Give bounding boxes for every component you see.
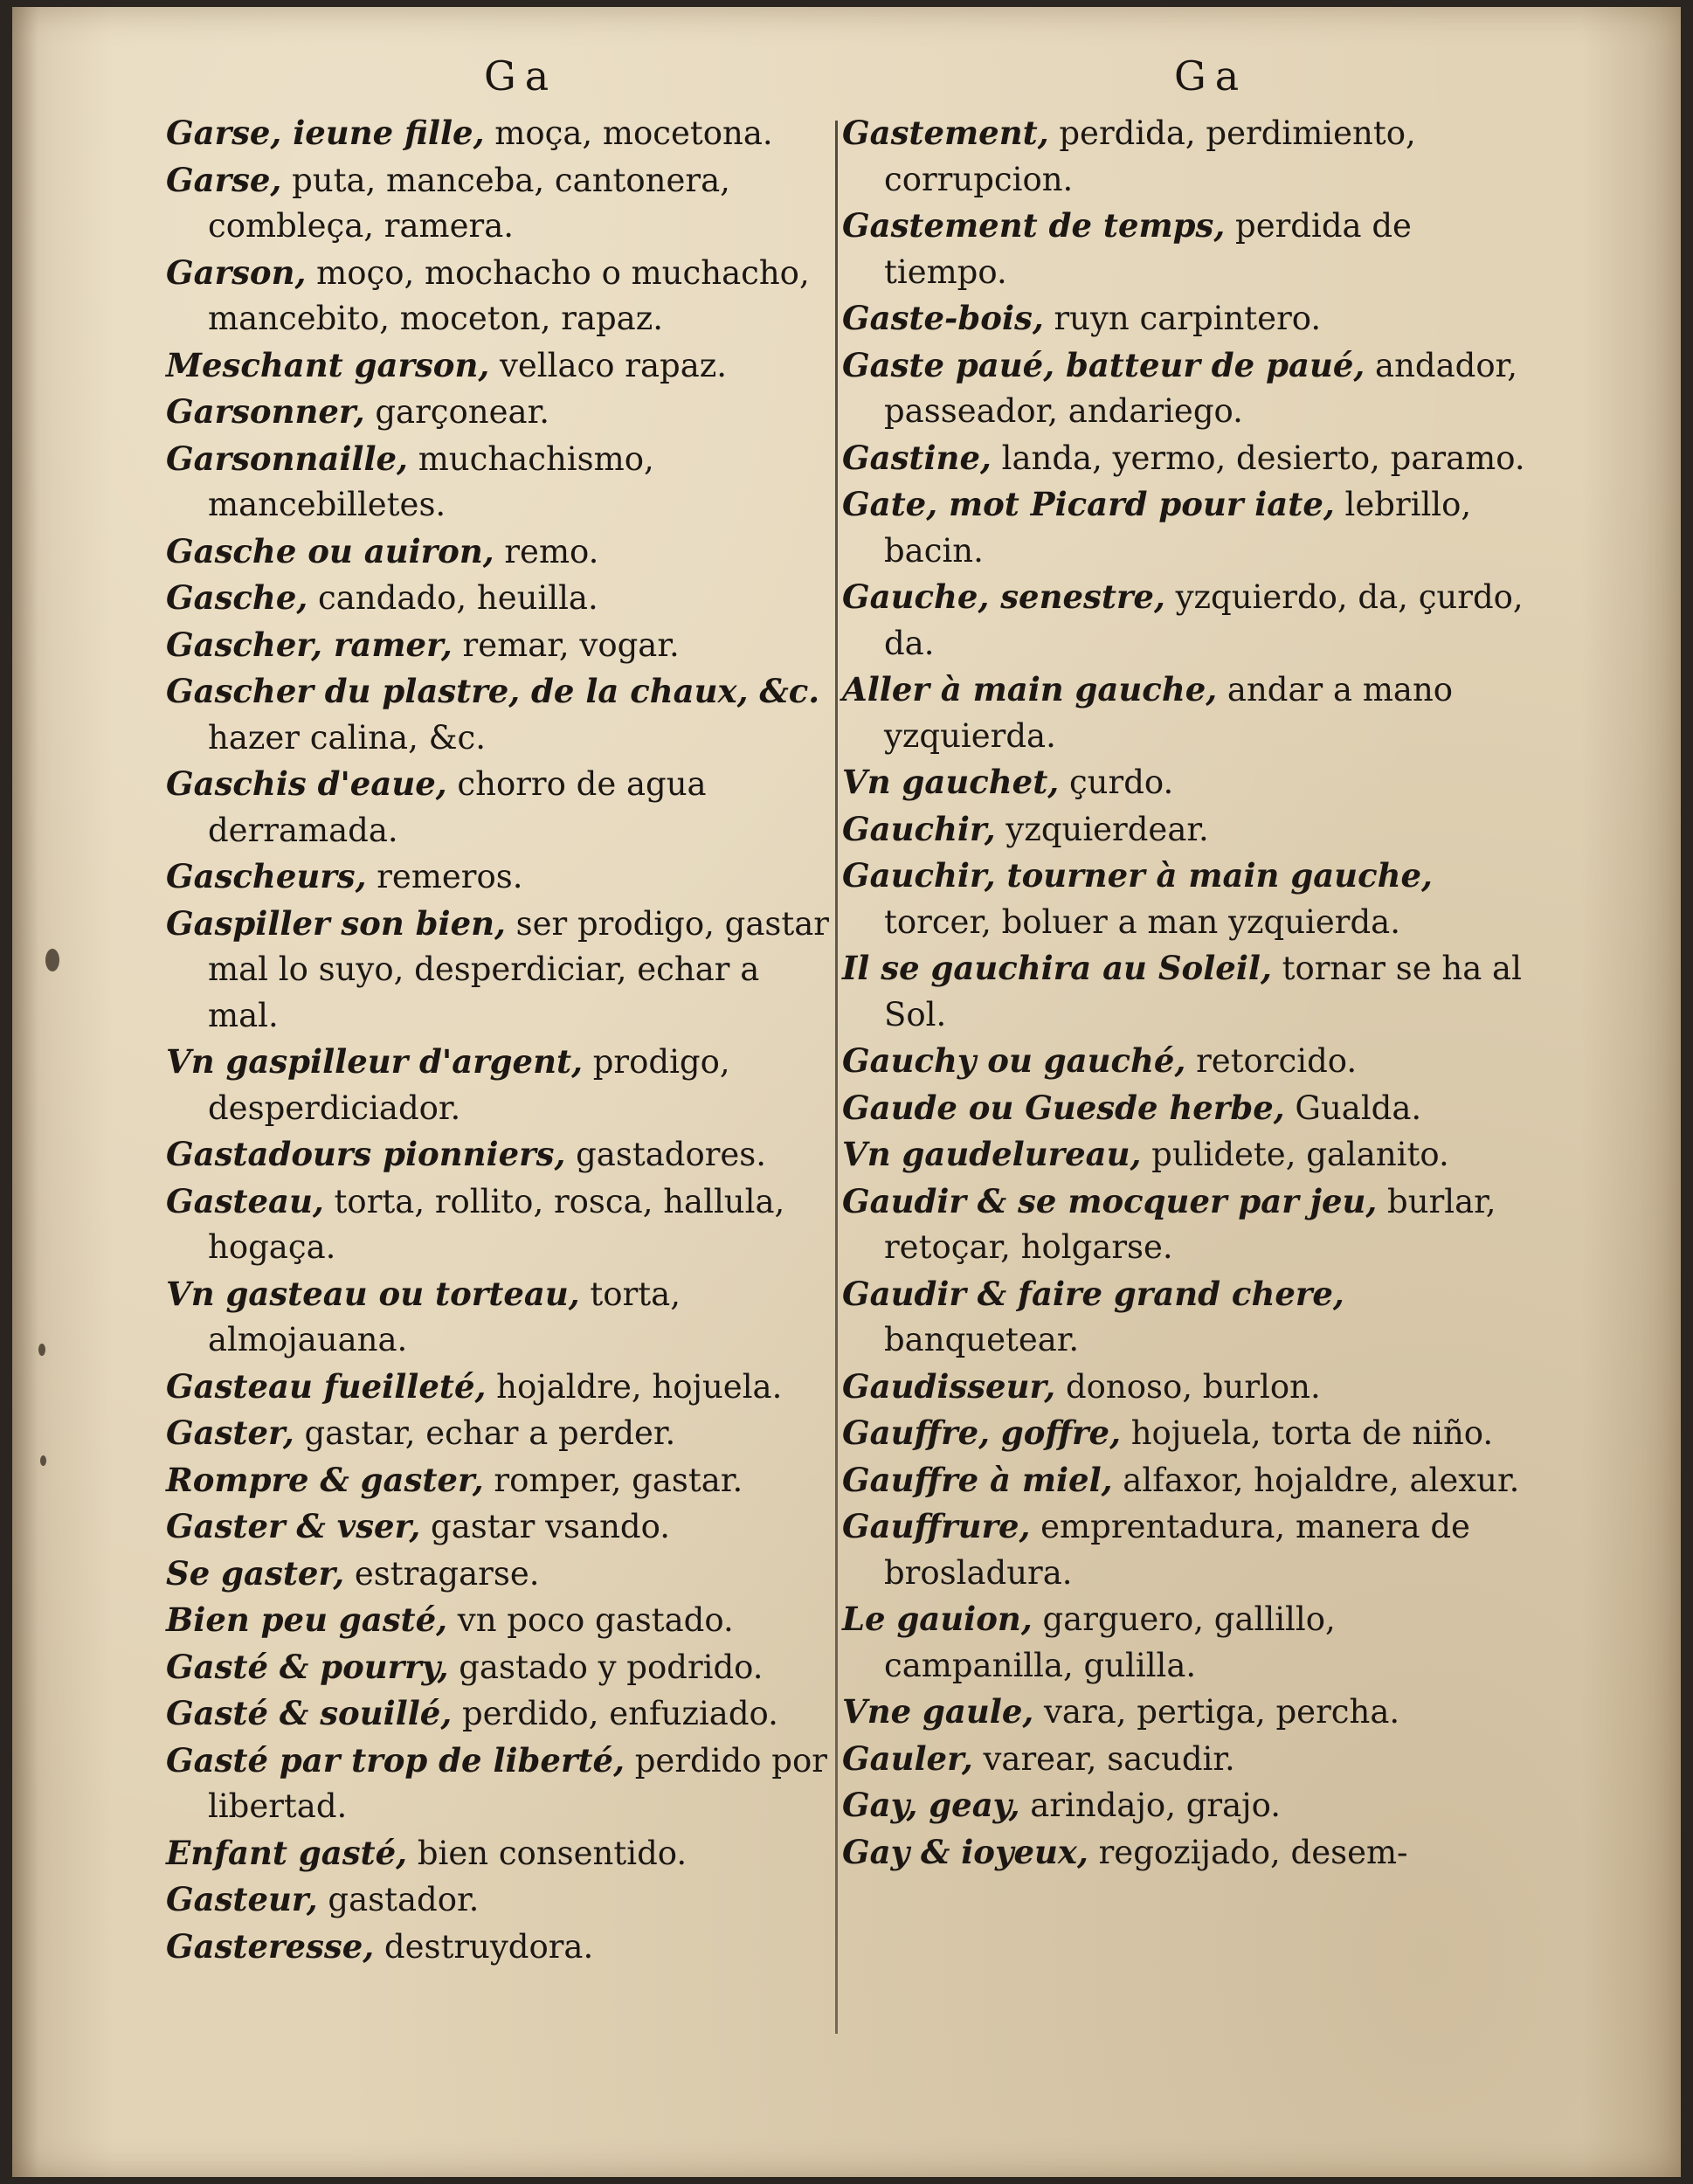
entry-translation: burlar, retoçar, holgarse. [884,1182,1496,1266]
running-header-left: Ga [484,52,558,100]
dictionary-entry [842,481,1532,574]
entry-translation: lebrillo, bacin. [884,486,1472,570]
page-edge-shadow [12,7,38,2177]
entry-translation: gastar, echar a perder. [294,1414,676,1452]
entry-headword: Bien peu gasté, [166,1600,448,1639]
entry-headword: Garse, [166,160,282,199]
entry-headword: Gauffre à miel, [842,1460,1113,1499]
entry-translation: hojuela, torta de niño. [1120,1414,1494,1452]
entry-translation: remo. [494,532,599,570]
dictionary-entry [842,1782,1532,1829]
entry-translation: bien consentido. [407,1834,688,1872]
entry-translation: Gualda. [1284,1089,1422,1127]
dictionary-entry [842,1038,1532,1085]
entry-translation: garçonear. [364,393,549,431]
dictionary-entry [166,622,833,669]
entry-headword: Gaudir & faire grand chere, [842,1274,1344,1313]
entry-translation: perdido por libertad. [208,1741,827,1825]
entry-translation: puta, manceba, cantonera, combleça, ramera. [208,161,730,245]
ink-blot [40,1455,46,1466]
entry-translation: gastado y podrido. [448,1648,764,1686]
entry-headword: Gaspiller son bien, [166,903,506,943]
entry-headword: Gasté par trop de liberté, [166,1740,625,1780]
entry-headword: Gaude ou Guesde herbe, [842,1088,1285,1127]
entry-headword: Rompre & gaster, [166,1460,484,1499]
dictionary-entry [166,575,833,622]
entry-headword: Gasteur, [166,1880,318,1918]
ink-blot [38,1344,45,1356]
entry-translation: pulidete, galanito. [1141,1136,1449,1173]
entry-headword: Garsonnaille, [166,439,408,478]
entry-translation: vn poco gastado. [447,1601,734,1639]
dictionary-entry [842,667,1532,759]
entry-headword: Vn gasteau ou torteau, [166,1274,580,1313]
running-header-right: Ga [1174,52,1248,100]
entry-headword: Gasté & pourry, [166,1647,449,1686]
entry-translation: perdida, perdimiento, corrupcion. [884,114,1416,198]
entry-headword: Vn gaspilleur d'argent, [166,1042,583,1081]
dictionary-entry [842,1736,1532,1783]
entry-translation: regozijado, desem- [1088,1833,1408,1871]
entry-headword: Vn gaudelureau, [842,1135,1142,1173]
entry-translation: ruyn carpintero. [1043,300,1322,337]
entry-headword: Gay & ioyeux, [842,1832,1088,1871]
entry-headword: Gaudisseur, [842,1366,1056,1406]
entry-translation: hojaldre, hojuela. [486,1367,783,1406]
entry-translation: yzquierdear. [995,810,1209,848]
entry-translation: gastadores. [565,1136,767,1173]
entry-headword: Gasche, [166,578,308,617]
entry-translation: perdido, enfuziado. [452,1695,778,1732]
dictionary-entry [166,901,833,1040]
entry-translation: remeros. [366,858,523,895]
entry-headword: Gaschis d'eaue, [166,764,447,803]
entry-headword: Garse, ieune fille, [166,114,485,152]
entry-headword: Meschant garson, [166,345,490,384]
entry-translation: landa, yermo, desierto, paramo. [991,439,1525,477]
entry-headword: Gaster, [166,1413,294,1452]
dictionary-entry [842,806,1532,854]
dictionary-entry [166,250,833,342]
entry-headword: Gastine, [842,438,992,477]
dictionary-entry [842,1503,1532,1596]
entry-translation: hazer calina, &c. [208,718,487,757]
entry-headword: Vn gauchet, [842,763,1060,801]
dictionary-entry [166,342,833,390]
entry-headword: Gaudir & se mocquer par jeu, [842,1181,1378,1220]
entry-translation: gastar vsando. [420,1508,670,1545]
entry-headword: Gate, mot Picard pour iate, [842,485,1335,523]
entry-headword: Gascheurs, [166,857,367,895]
dictionary-entry [166,1271,833,1364]
entry-translation: alfaxor, hojaldre, alexur. [1112,1461,1520,1499]
dictionary-entry [166,1924,833,1971]
dictionary-entry [842,1271,1532,1364]
entry-translation: varear, sacudir. [972,1739,1235,1778]
entry-translation: prodigo, desperdiciador. [208,1043,730,1127]
dictionary-entry [166,1551,833,1598]
entry-translation: candado, heuilla. [308,579,598,617]
entry-headword: Gauchir, tourner à main gauche, [842,856,1433,895]
left-column [166,110,833,1970]
entry-translation: garguero, gallillo, campanilla, gulilla. [884,1600,1336,1684]
column-divider [835,121,838,2034]
dictionary-entry [842,1457,1532,1504]
dictionary-entry [166,1876,833,1924]
entry-translation: torcer, boluer a man yzquierda. [884,902,1400,941]
dictionary-entry [842,1085,1532,1132]
entry-headword: Gastement, [842,114,1049,152]
entry-headword: Aller à main gauche, [842,670,1218,708]
dictionary-entry [166,761,833,854]
entry-translation: banquetear. [884,1321,1080,1358]
dictionary-entry [166,1690,833,1738]
dictionary-entry [166,436,833,529]
dictionary-entry [842,110,1532,203]
dictionary-entry [166,854,833,901]
entry-headword: Gauffrure, [842,1507,1031,1545]
entry-translation: arindajo, grajo. [1019,1787,1282,1824]
entry-translation: moço, mochacho o muchacho, mancebito, moceton, rapaz. [208,253,810,337]
dictionary-entry [166,1039,833,1131]
dictionary-entry [842,342,1532,435]
entry-translation: andador, passeador, andariego. [884,346,1518,430]
entry-translation: vara, pertiga, percha. [1033,1693,1400,1731]
entry-translation: donoso, burlon. [1055,1367,1321,1406]
entry-translation: çurdo. [1059,764,1174,801]
dictionary-entry [166,1644,833,1691]
entry-headword: Il se gauchira au Soleil, [842,949,1272,987]
entry-headword: Vne gaule, [842,1692,1034,1731]
dictionary-entry [166,1131,833,1178]
dictionary-entry [166,1457,833,1504]
entry-headword: Enfant gasté, [166,1833,408,1872]
entry-headword: Gaste paué, batteur de paué, [842,345,1365,384]
dictionary-entry [842,1364,1532,1411]
entry-translation: tornar se ha al Sol. [884,950,1522,1033]
entry-headword: Se gaster, [166,1553,345,1593]
entry-headword: Gaster & vser, [166,1507,421,1545]
dictionary-entry [166,529,833,576]
entry-headword: Gasteau, [166,1181,324,1220]
entry-headword: Gay, geay, [842,1786,1020,1824]
entry-headword: Garson, [166,252,307,292]
entry-headword: Gasche ou auiron, [166,531,494,570]
entry-translation: emprentadura, manera de brosladura. [884,1508,1470,1592]
entry-translation: torta, rollito, rosca, hallula, hogaça. [208,1182,785,1266]
dictionary-entry [166,1364,833,1411]
entry-translation: estragarse. [344,1554,540,1593]
entry-translation: destruydora. [374,1927,594,1966]
entry-headword: Gauche, senestre, [842,577,1165,616]
right-column [842,110,1532,1876]
entry-translation: chorro de agua derramada. [208,765,707,849]
entry-translation: retorcido. [1185,1042,1358,1080]
entry-headword: Gasteresse, [166,1926,375,1966]
entry-headword: Gasté & souillé, [166,1694,453,1732]
dictionary-entry [166,389,833,436]
dictionary-entry [842,1178,1532,1271]
entry-translation: moça, mocetona. [484,114,773,152]
entry-headword: Le gauion, [842,1600,1033,1638]
dictionary-entry [842,1410,1532,1457]
book-page [12,7,1681,2177]
dictionary-entry [842,435,1532,482]
dictionary-entry [166,157,833,250]
dictionary-entry [166,1503,833,1551]
entry-translation: remar, vogar. [452,625,680,664]
dictionary-entry [842,853,1532,945]
entry-translation: romper, gastar. [483,1461,743,1499]
entry-translation: gastador. [317,1881,480,1918]
dictionary-entry [166,1738,833,1830]
entry-translation: ser prodigo, gastar mal lo suyo, desperdiciar, echar a mal. [208,904,829,1034]
dictionary-entry [842,203,1532,295]
entry-headword: Gastadours pionniers, [166,1135,566,1173]
dictionary-entry [842,1131,1532,1178]
dictionary-entry [842,945,1532,1038]
entry-translation: perdida de tiempo. [884,207,1412,291]
entry-translation: andar a mano yzquierda. [884,671,1454,755]
dictionary-entry [842,574,1532,667]
entry-headword: Garsonner, [166,392,365,431]
entry-translation: yzquierdo, da, çurdo, da. [884,578,1524,662]
entry-headword: Gauler, [842,1738,973,1778]
dictionary-entry [166,1178,833,1271]
entry-headword: Gauffre, goffre, [842,1413,1121,1452]
entry-headword: Gauchir, [842,809,996,848]
entry-headword: Gauchy ou gauché, [842,1041,1186,1080]
entry-headword: Gaste-bois, [842,299,1044,337]
dictionary-entry [166,668,833,761]
ink-blot [45,949,59,971]
dictionary-entry [842,759,1532,806]
dictionary-entry [166,1830,833,1877]
dictionary-entry [842,1596,1532,1689]
entry-headword: Gastement de temps, [842,206,1226,245]
entry-headword: Gasteau fueilleté, [166,1366,487,1406]
entry-headword: Gascher du plastre, de la chaux, &c. [166,672,820,710]
dictionary-entry [842,1829,1532,1876]
dictionary-entry [842,295,1532,342]
entry-translation: vellaco rapaz. [489,346,728,384]
dictionary-entry [166,110,833,157]
entry-headword: Gascher, ramer, [166,625,453,664]
entry-translation: torta, almojauana. [208,1275,681,1358]
entry-translation: muchachismo, mancebilletes. [208,439,654,523]
dictionary-entry [842,1689,1532,1736]
dictionary-entry [166,1597,833,1644]
dictionary-entry [166,1410,833,1457]
